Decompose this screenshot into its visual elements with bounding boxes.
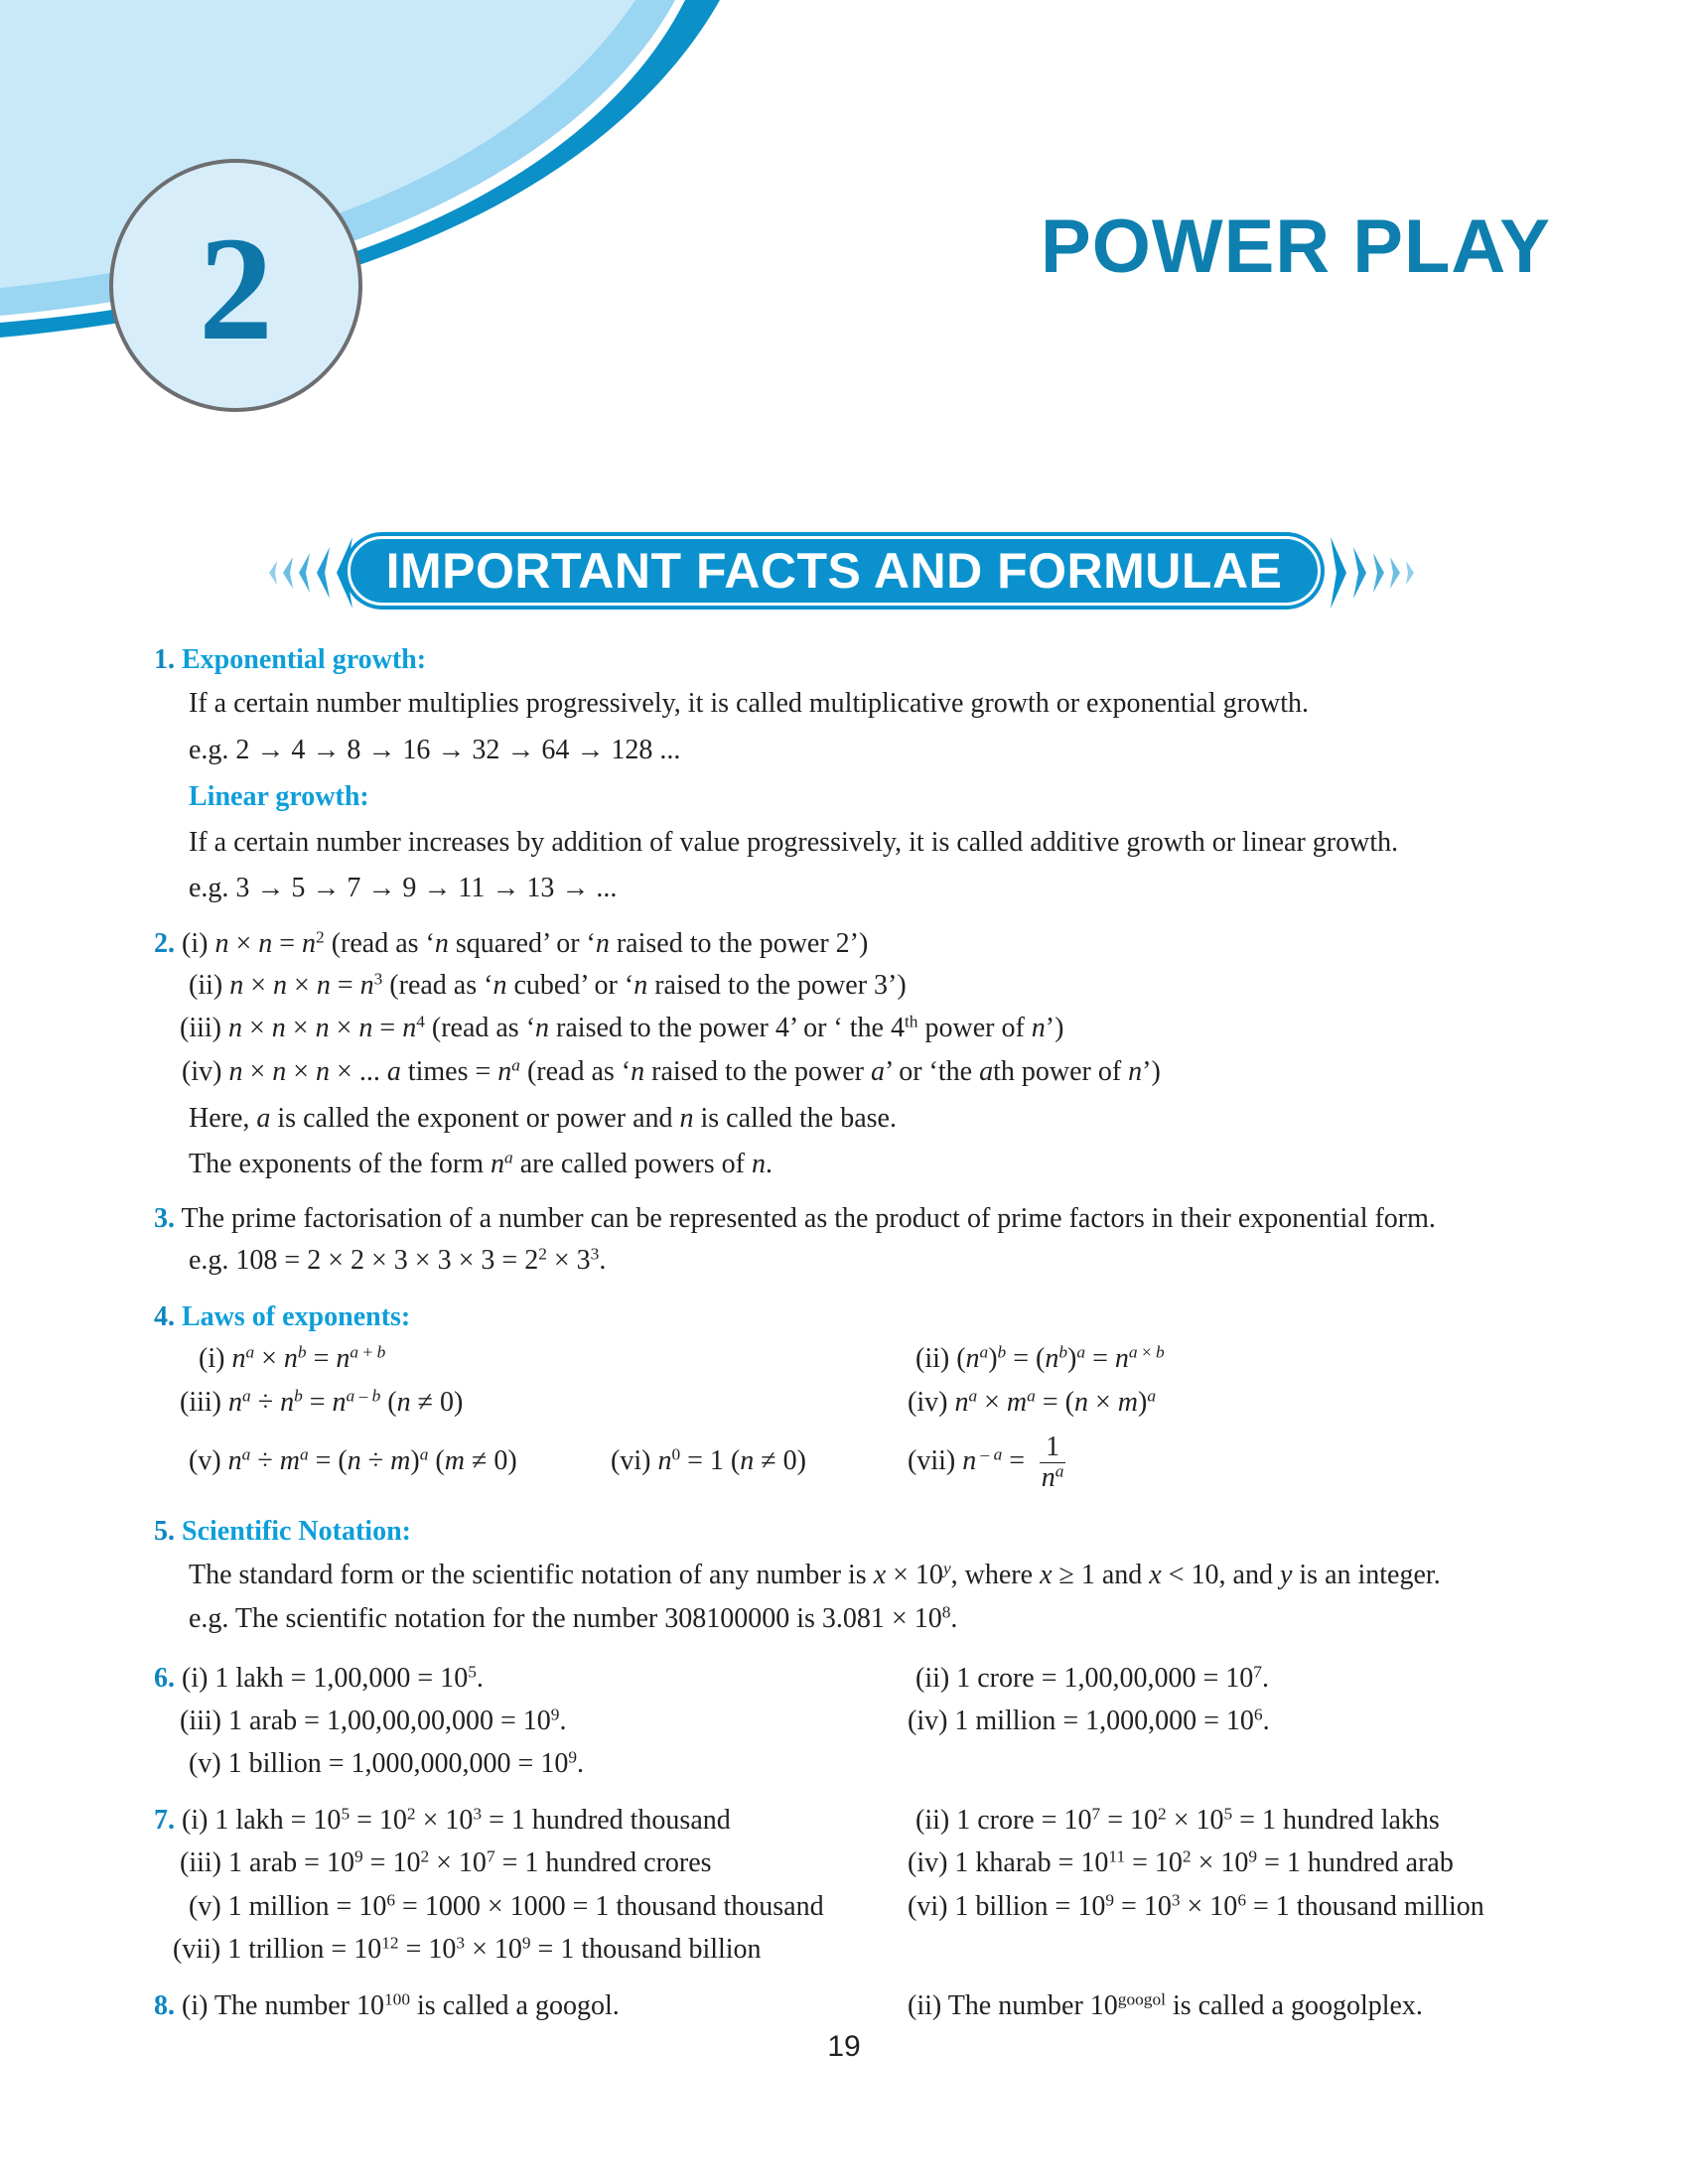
page-number: 19 — [827, 2030, 861, 2063]
example: e.g. The scientific notation for the number 308100000 is $3.081 \times 10^8$. — [189, 1602, 958, 1634]
chapter-number-badge — [109, 159, 362, 412]
unit-line: (iii) 1 arab = $1,00,00,00,000 = 10^9$. — [180, 1705, 567, 1736]
unit-line: 6. (i) 1 lakh = $1,00,000 = 10^5$. — [154, 1662, 484, 1694]
chapter-number: 2 — [199, 205, 273, 371]
googolplex-tail: is called a googolplex. — [1173, 1990, 1423, 2021]
law-7: (vii) n $^{- a}$ = $\frac{1}{n^a}$ — [908, 1432, 1064, 1494]
banner-title: IMPORTANT FACTS AND FORMULAE — [385, 543, 1283, 599]
section-1-heading — [154, 643, 426, 677]
left-chevrons-icon — [253, 533, 362, 613]
example-text: e.g. 108 = 2 × 2 × 3 × 3 × 3 = — [189, 1245, 518, 1276]
unit-line: (v) 1 million = $10^6 = 1000 \times 1000 = 1$ thousand thousand — [189, 1890, 824, 1922]
formula-line: (iv) n × n × n × ... a times = $n^a$ (read as ‘n raised to the power a’ or ‘the ath power of n’) — [182, 1055, 1161, 1087]
header-swoosh-decoration — [0, 0, 755, 417]
paragraph: The standard form or the scientific notation of any number is $x \times 10^y$, where x ≥ 1 and x < 10, and y is an integer. — [189, 1559, 1441, 1590]
law-3: (iii) $n^a \div n^b = n^{a - b}$ (n ≠ 0) — [180, 1386, 464, 1418]
section-5-heading — [154, 1515, 411, 1549]
fraction: $\frac{1}{n^a}$ — [1041, 1432, 1064, 1494]
example-text: e.g. The scientific notation for the number 308100000 is 3.081 × 10 — [189, 1603, 942, 1634]
section-heading: Exponential growth: — [182, 644, 427, 675]
example: e.g. 2 → 4 → 8 → 16 → 32 → 64 → 128 ... — [189, 735, 681, 765]
subheading: Linear growth: — [189, 781, 369, 812]
section-number: 1. — [154, 644, 175, 675]
section-3-text — [154, 1202, 1436, 1236]
section-number: 4. — [154, 1301, 175, 1332]
base-text: is called the base. — [700, 1103, 897, 1134]
section-heading: Laws of exponents: — [182, 1301, 411, 1332]
unit-line: (iii) 1 arab = $10^9 = 10^2 \times 10^7 = 1$ hundred crores — [180, 1846, 712, 1878]
exponent-text: is called the exponent or power and — [277, 1103, 673, 1134]
paragraph: The exponents of the form $n^a$ are called powers of n. — [189, 1148, 773, 1179]
googol-line: 8. (i) The number $10^{100}$ is called a googol. — [154, 1989, 620, 2021]
form-text: The exponents of the form — [189, 1149, 485, 1179]
section-number: 5. — [154, 1516, 175, 1547]
banner-pill — [348, 536, 1321, 606]
unit-line: (ii) 1 crore = $10^7 = 10^2 \times 10^5 = 1$ hundred lakhs — [915, 1804, 1440, 1836]
formula-line: 2. (i) $n \times n = n^2$ (read as ‘n squared’ or ‘n raised to the power 2’) — [154, 927, 869, 959]
law-1: (i) $n^a \times n^b = n^{a + b}$ — [199, 1342, 386, 1374]
section-banner — [253, 533, 1425, 613]
example: e.g. $108 = 2 \times 2 \times 3 \times 3 \times 3 = 2^2 \times 3^3$. — [189, 1244, 607, 1276]
googol-text: (i) The number 10 — [182, 1990, 384, 2021]
paragraph: If a certain number multiplies progressively, it is called multiplicative growth or exponential growth. — [189, 688, 1309, 719]
unit-line: (vi) 1 billion = $10^9 = 10^3 \times 10^6 = 1$ thousand million — [908, 1890, 1484, 1922]
unit-line: (iv) 1 million = $1,000,000 = 10^6$. — [908, 1705, 1270, 1736]
googol-tail: is called a googol. — [417, 1990, 620, 2021]
unit-line: (iv) 1 kharab = $10^{11} = 10^2 \times 10^9 = 1$ hundred arab — [908, 1846, 1454, 1878]
googolplex-text: (ii) The number 10 — [908, 1990, 1118, 2021]
googolplex-exponent: googol — [1117, 1989, 1166, 2009]
unit-line: (v) 1 billion = $1,000,000,000 = 10^9$. — [189, 1747, 585, 1779]
section-number: 2. — [154, 928, 175, 959]
section-number: 3. — [154, 1203, 175, 1234]
formula-line: (ii) $n \times n \times n = n^3$ (read as ‘n cubed’ or ‘n raised to the power 3’) — [189, 969, 907, 1001]
law-5: (v) $n^a \div m^a = (n \div m)^a$ (m ≠ 0) — [189, 1444, 517, 1476]
unit-line: (ii) 1 crore = $1,00,00,000 = 10^7$. — [915, 1662, 1269, 1694]
unit-line: (vii) 1 trillion = $10^{12} = 10^3 \times 10^9 = 1$ thousand billion — [173, 1933, 762, 1965]
law-4: (iv) $n^a \times m^a = (n \times m)^a$ — [908, 1386, 1157, 1418]
unit-line: 7. (i) 1 lakh = $10^5 = 10^2 \times 10^3 = 1$ hundred thousand — [154, 1804, 731, 1836]
example: e.g. 3 → 5 → 7 → 9 → 11 → 13 → ... — [189, 873, 618, 903]
section-number: 7. — [154, 1805, 175, 1836]
googolplex-line — [908, 1989, 1423, 2023]
paragraph: If a certain number increases by addition of value progressively, it is called additive growth or linear growth. — [189, 827, 1399, 858]
paragraph: The prime factorisation of a number can be represented as the product of prime factors in their exponential form. — [181, 1203, 1436, 1234]
section-4-heading — [154, 1300, 410, 1334]
section-number: 8. — [154, 1990, 175, 2021]
paragraph: Here, a is called the exponent or power and n is called the base. — [189, 1103, 897, 1134]
law-2: (ii) $(n^a)^b = (n^b)^a = n^{a \times b}$ — [915, 1342, 1165, 1374]
notation-text: The standard form or the scientific notation of any number is — [189, 1560, 867, 1590]
law-6: (vi) $n^0 = 1$ (n ≠ 0) — [611, 1444, 806, 1476]
right-chevrons-icon — [1321, 533, 1430, 613]
form-text-tail: are called powers of — [519, 1149, 745, 1179]
section-number: 6. — [154, 1663, 175, 1694]
section-heading: Scientific Notation: — [182, 1516, 411, 1547]
chapter-title: POWER PLAY — [1041, 205, 1551, 289]
formula-line: (iii) $n \times n \times n \times n = n^4$ (read as ‘n raised to the power 4’ or ‘ the 4th power of n’) — [180, 1012, 1064, 1043]
